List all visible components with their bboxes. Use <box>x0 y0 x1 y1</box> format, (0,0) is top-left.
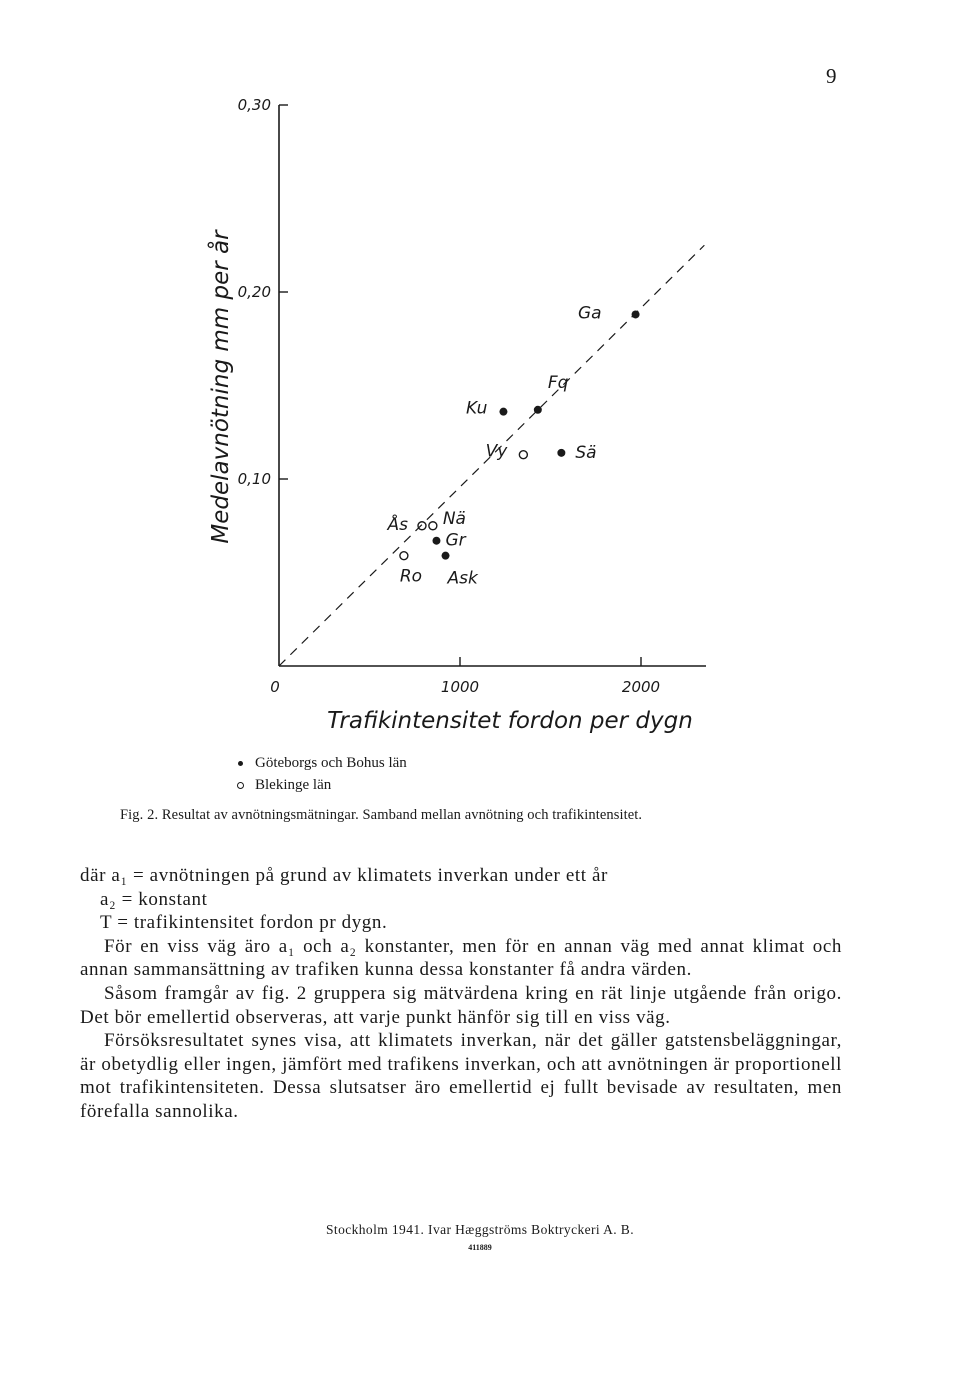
open-circle-icon <box>237 782 244 789</box>
definition-a1: där a₁ = avnötningen på grund av klimatets inverkan under ett år <box>80 865 608 886</box>
data-point-filled <box>432 537 440 545</box>
data-point-open <box>400 552 408 560</box>
x-tick-label: 0 <box>270 678 280 696</box>
point-label: Fq <box>547 372 569 393</box>
printer-imprint: Stockholm 1941. Ivar Hæggströms Boktryckeri A. B. <box>326 1222 634 1237</box>
definition-t: T = trafikintensitet fordon pr dygn. <box>100 912 388 934</box>
figure-caption: Fig. 2. Resultat av avnötningsmätningar. Samband mellan avnötning och trafikintensitet. <box>120 807 643 823</box>
x-tick-label: 2000 <box>621 678 661 696</box>
point-label: Nä <box>442 508 466 529</box>
body-text <box>80 864 842 1124</box>
legend-label-goteborg: Göteborgs och Bohus län <box>255 755 407 771</box>
legend-item-goteborg <box>238 752 407 774</box>
paragraph-origin: Såsom framgår av fig. 2 gruppera sig mätvärdena kring en rät linje utgående från origo. Det bör emellertid observeras, att varje punkt hänför sig till en viss väg. <box>80 982 842 1028</box>
y-tick-label: 0,10 <box>237 470 271 488</box>
point-label: Ås <box>387 514 408 535</box>
y-tick-label: 0,30 <box>237 96 271 114</box>
definition-a2: a₂ = konstant <box>100 888 208 910</box>
data-point-open <box>418 522 426 530</box>
data-point-filled <box>442 552 450 560</box>
chart-marks <box>400 310 640 559</box>
x-tick-label: 1000 <box>440 678 480 696</box>
legend-label-blekinge: Blekinge län <box>255 777 332 793</box>
page-number: 9 <box>826 64 837 88</box>
filled-dot-icon <box>238 761 243 766</box>
data-point-open <box>429 522 437 530</box>
chart-axes <box>279 105 706 666</box>
y-tick-label: 0,20 <box>237 283 271 301</box>
point-label: Ga <box>577 303 602 324</box>
legend-item-blekinge <box>238 774 407 796</box>
data-point-filled <box>632 310 640 318</box>
point-label: Gr <box>445 530 466 551</box>
point-label: Ro <box>399 566 423 587</box>
data-point-open <box>519 451 527 459</box>
data-point-filled <box>557 449 565 457</box>
data-point-filled <box>499 408 507 416</box>
point-label: Ku <box>465 398 488 419</box>
point-label: Ask <box>447 568 478 589</box>
print-number: 411889 <box>468 1243 492 1252</box>
x-axis-title: Trafikintensitet fordon per dygn <box>327 708 693 734</box>
chart-legend <box>238 752 407 796</box>
y-axis-title: Medelavnötning mm per år <box>208 230 234 544</box>
point-label: Sä <box>575 442 597 463</box>
point-label: Vy <box>485 441 508 462</box>
data-point-filled <box>534 406 542 414</box>
paragraph-conclusion: Försöksresultatet synes visa, att klimatets inverkan, när det gäller gatstensbeläggningar, är obetydlig eller ingen, jämfört med trafikens inverkan, och att avnötningen är proportionell mot trafikintensiteten. Dessa slutsatser äro emellertid ej fullt bevisade av resultaten, men förefalla sannolika. <box>80 1030 842 1122</box>
paragraph-constants: För en viss väg äro a₁ och a₂ konstanter, men för en annan väg med annat klimat och annan sammansättning av trafiken kunna dessa konstanter få andra värden. <box>80 935 842 981</box>
